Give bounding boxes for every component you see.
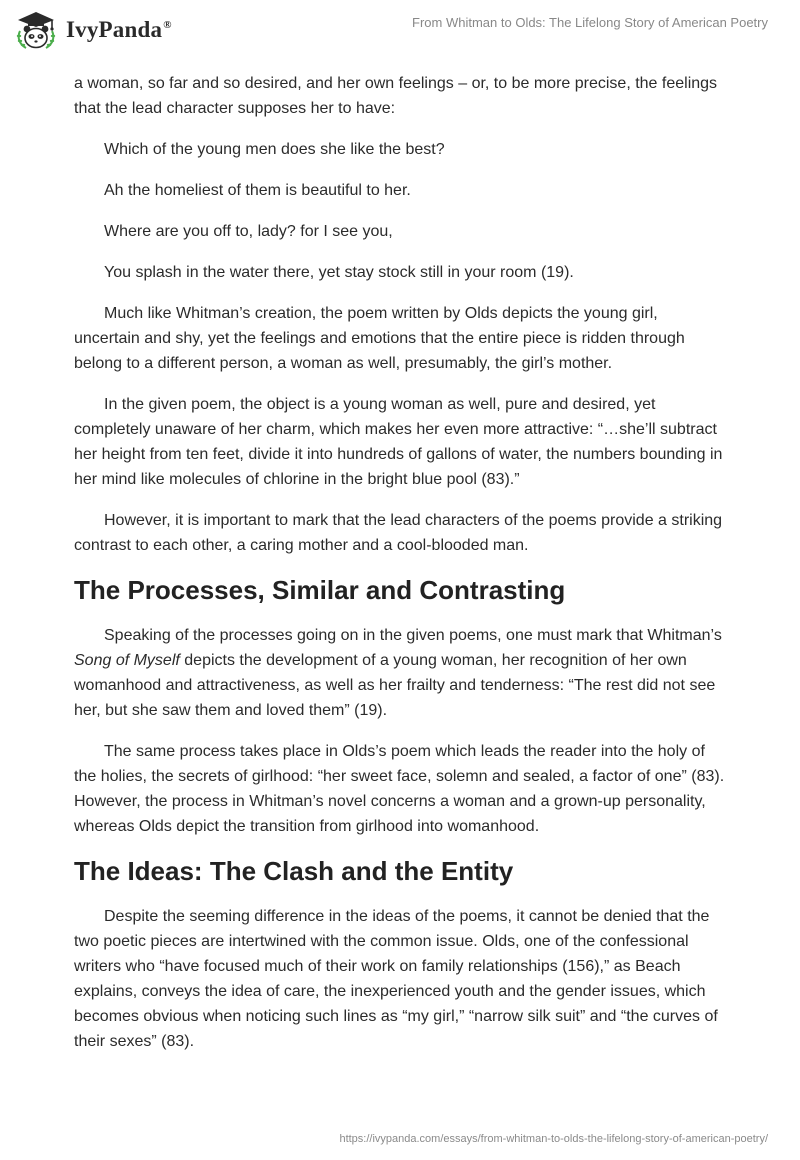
registered-mark: ® [163, 19, 172, 31]
verse-line: Which of the young men does she like the best? [104, 141, 445, 158]
paragraph: Speaking of the processes going on in the given poems, one must mark that Whitman’s Song of Myself depicts the development of a young woman, her recognition of her own womanhood and attractiveness, as well as her frailty and tenderness: “The rest did not see her, but she saw them and loved them” (19). [74, 627, 722, 719]
source-url[interactable]: https://ivypanda.com/essays/from-whitman-to-olds-the-lifelong-story-of-american-poetry/ [339, 1133, 768, 1145]
verse-line: Where are you off to, lady? for I see you, [104, 223, 393, 240]
paragraph: The same process takes place in Olds’s poem which leads the reader into the holy of the holies, the secrets of girlhood: “her sweet face, solemn and sealed, a factor of one” (83). However, the process in Whitman’s novel concerns a woman and a grown-up personality, whereas Olds depict the transition from girlhood into womanhood. [74, 743, 725, 835]
work-title: Song of Myself [74, 652, 180, 669]
page-header [0, 0, 800, 60]
verse-line: Ah the homeliest of them is beautiful to her. [104, 182, 411, 199]
paragraph-intro: a woman, so far and so desired, and her own feelings – or, to be more precise, the feelings that the lead character supposes her to have: [74, 75, 718, 117]
section-heading-ideas: The Ideas: The Clash and the Entity [74, 856, 514, 886]
running-title: From Whitman to Olds: The Lifelong Story of American Poetry [412, 15, 768, 30]
paragraph: However, it is important to mark that the lead characters of the poems provide a striking contrast to each other, a caring mother and a cool-blooded man. [74, 512, 723, 554]
verse-line: You splash in the water there, yet stay stock still in your room (19). [104, 264, 574, 281]
paragraph: Despite the seeming difference in the ideas of the poems, it cannot be denied that the two poetic pieces are intertwined with the common issue. Olds, one of the confessional writers who “have focused much of their work on family relationships (156),” as Beach explains, conveys the idea of care, the inexperienced youth and the gender issues, which becomes obvious when noticing such lines as “my girl,” “narrow silk suit” and “the curves of their sexes” (83). [74, 908, 718, 1050]
paragraph: In the given poem, the object is a young woman as well, pure and desired, yet completely unaware of her charm, which makes her even more attractive: “…she’ll subtract her height from ten feet, divide it into hundreds of gallons of water, the numbers bounding in her mind like molecules of chlorine in the bright blue pool (83).” [74, 396, 723, 488]
essay-body [74, 71, 726, 1070]
panda-graduate-icon [14, 9, 62, 51]
brand-name: IvyPanda® [66, 17, 172, 42]
ivypanda-logo[interactable] [14, 9, 172, 51]
paragraph: Much like Whitman’s creation, the poem written by Olds depicts the young girl, uncertain and shy, yet the feelings and emotions that the entire piece is ridden through belong to a different person, a woman as well, presumably, the girl’s mother. [74, 305, 685, 372]
section-heading-processes: The Processes, Similar and Contrasting [74, 575, 566, 605]
